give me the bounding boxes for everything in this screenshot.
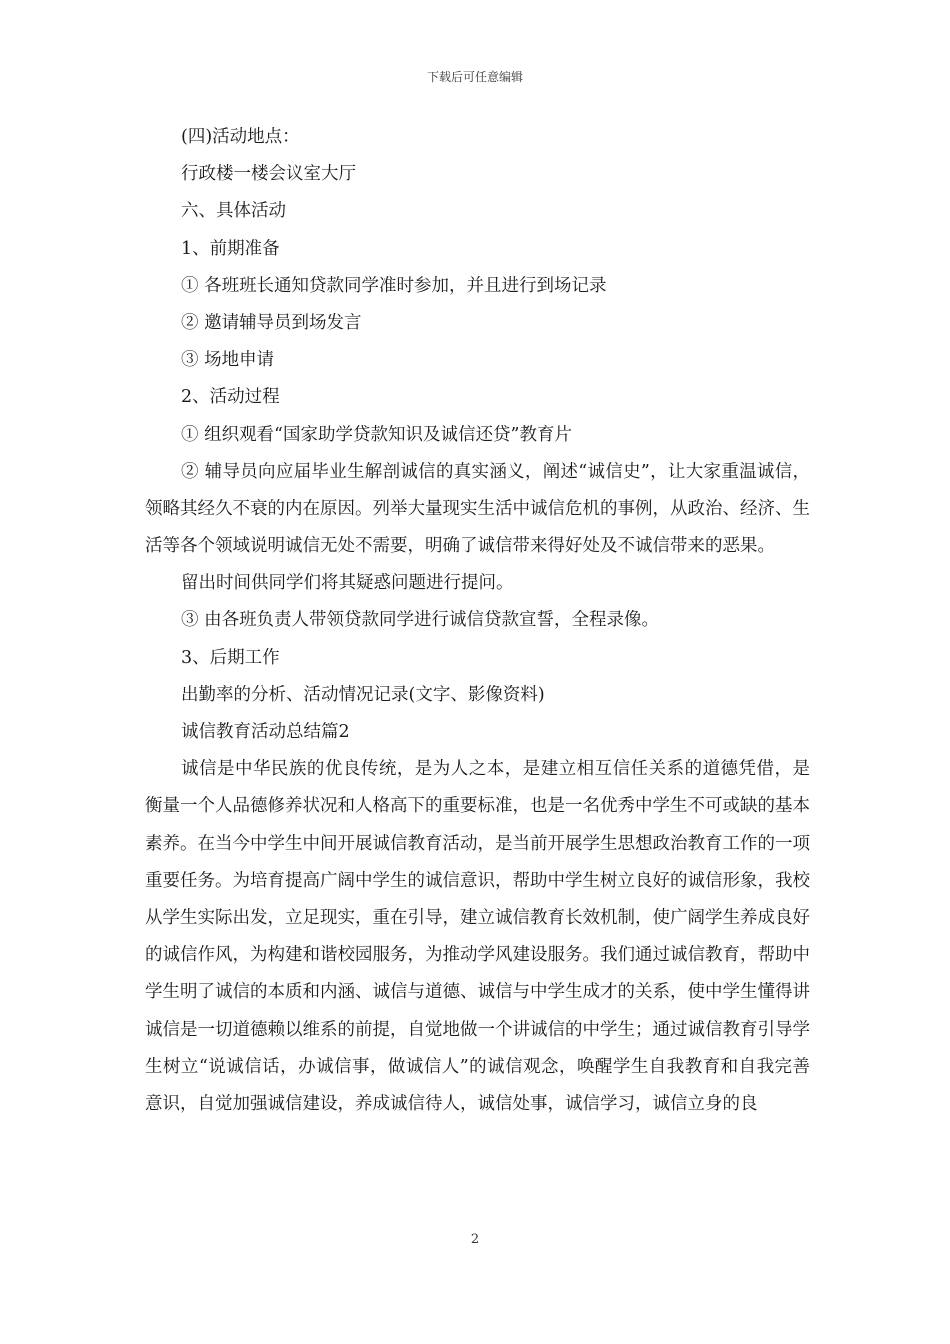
article-title: 诚信教育活动总结篇2 [181,722,350,743]
text-line: 行政楼一楼会议室大厅 [181,164,356,185]
section-heading: 六、具体活动 [181,201,286,222]
text-line: 留出时间供同学们将其疑惑问题进行提问。 [181,573,514,594]
list-item: ③ 场地申请 [181,350,275,371]
subsection-heading: 2、活动过程 [181,387,280,408]
list-item: ② 邀请辅导员到场发言 [181,312,362,333]
document-body [145,119,810,1123]
subsection-heading: 3、后期工作 [181,647,280,668]
text-line: 出勤率的分析、活动情况记录(文字、影像资料) [181,684,545,705]
paragraph: 诚信是中华民族的优良传统，是为人之本，是建立相互信任关系的道德凭借，是衡量一个人品德修养状况和人格高下的重要标准，也是一名优秀中学生不可或缺的基本素养。在当今中学生中间开展诚信教育活动，是当前开展学生思想政治教育工作的一项重要任务。为培育提高广阔中学生的诚信意识，帮助中学生树立良好的诚信形象，我校从学生实际出发，立足现实，重在引导，建立诚信教育长效机制，使广阔学生养成良好的诚信作风，为构建和谐校园服务，为推动学风建设服务。我们通过诚信教育，帮助中学生明了诚信的本质和内涵、诚信与道德、诚信与中学生成才的关系，使中学生懂得讲诚信是一切道德赖以维系的前提，自觉地做一个讲诚信的中学生；通过诚信教育引导学生树立“说诚信话，办诚信事，做诚信人”的诚信观念，唤醒学生自我教育和自我完善意识，自觉加强诚信建设，养成诚信待人，诚信处事，诚信学习，诚信立身的良 [145,759,810,1115]
list-item: ① 组织观看“国家助学贷款知识及诚信还贷”教育片 [181,424,572,445]
list-item: ③ 由各班负责人带领贷款同学进行诚信贷款宣誓，全程录像。 [181,610,660,631]
page-header: 下载后可任意编辑 [426,70,523,84]
page-number: 2 [470,1232,480,1247]
subsection-heading: 1、前期准备 [181,238,280,259]
text-line: (四)活动地点： [181,127,300,147]
list-item: ① 各班班长通知贷款同学准时参加，并且进行到场记录 [181,275,607,296]
paragraph: ② 辅导员向应届毕业生解剖诚信的真实涵义，阐述“诚信史”，让大家重温诚信，领略其经久不衰的内在原因。列举大量现实生活中诚信危机的事例，从政治、经济、生活等各个领域说明诚信无处不需要，明确了诚信带来得好处及不诚信带来的恶果。 [145,461,810,557]
